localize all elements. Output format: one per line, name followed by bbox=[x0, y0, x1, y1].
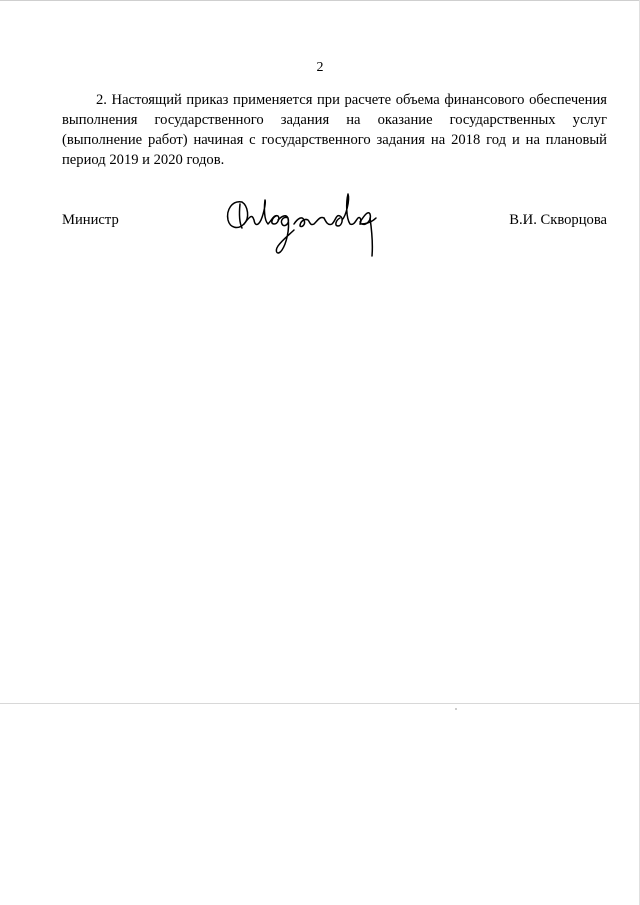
signatory-name: В.И. Скворцова bbox=[509, 212, 607, 228]
scan-dust-speck bbox=[455, 708, 457, 710]
scan-artifact-line bbox=[0, 703, 640, 704]
order-paragraph: 2. Настоящий приказ применяется при расчете объема финансового обеспечения выполнения государственного задания на оказание государственных услуг (выполнение работ) начиная с государственного задания на 2018 год и на плановый период 2019 и 2020 годов. bbox=[62, 92, 607, 168]
scan-edge-top bbox=[0, 0, 640, 1]
signatory-title: Министр bbox=[62, 212, 119, 228]
page-number: 2 bbox=[316, 60, 324, 75]
handwritten-signature bbox=[220, 180, 390, 265]
